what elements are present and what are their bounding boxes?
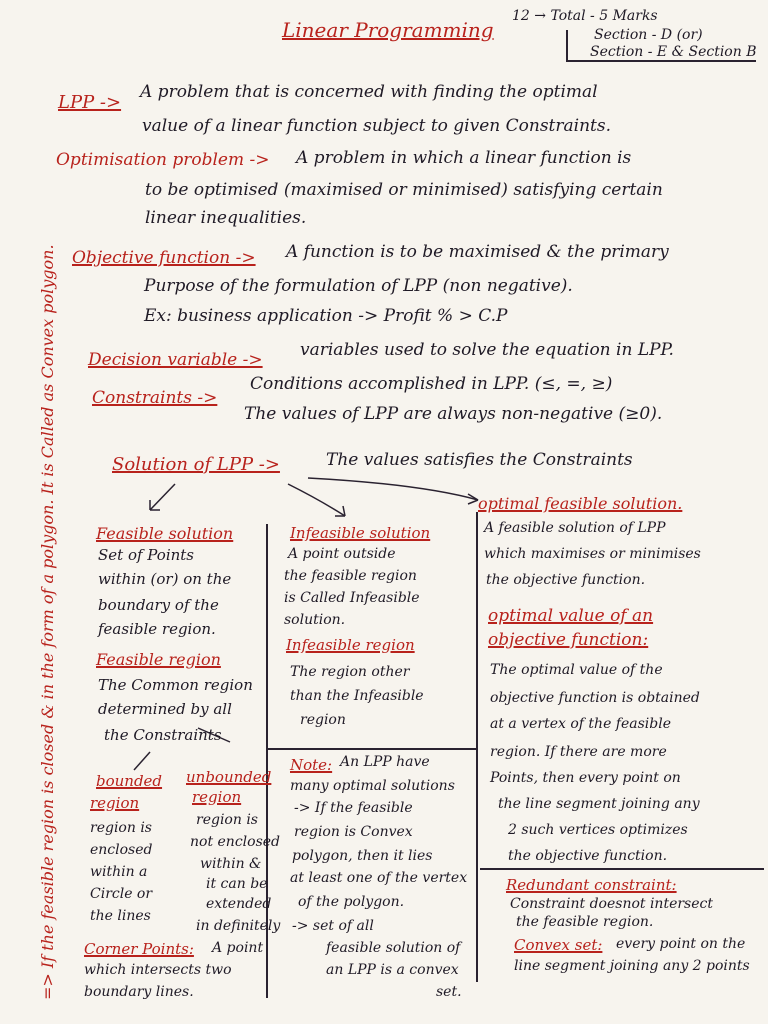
bounded-line-5: the lines (90, 908, 151, 924)
feasible-solution-line-4: feasible region. (98, 620, 216, 638)
convex-set-line-1: every point on the (616, 936, 746, 952)
note-line-9: feasible solution of (326, 940, 461, 956)
unbounded-line-6: in definitely (196, 918, 281, 934)
optimal-value-line-3: at a vertex of the feasible (490, 716, 672, 732)
bounded-heading-2: region (90, 794, 140, 812)
note-heading: Note: (290, 756, 333, 774)
infeasible-region-line-3: region (300, 712, 346, 728)
infeasible-solution-line-1: A point outside (288, 546, 396, 562)
bounded-line-1: region is (90, 820, 152, 836)
corner-points-line-1: A point (212, 940, 264, 956)
optimal-value-line-7: 2 such vertices optimizes (508, 822, 688, 838)
infeasible-solution-line-4: solution. (284, 612, 346, 628)
infeasible-solution-line-3: is Called Infeasible (284, 590, 420, 606)
redundant-constraint-heading: Redundant constraint: (506, 876, 677, 894)
infeasible-region-line-1: The region other (290, 664, 410, 680)
lpp-line-1: A problem that is concerned with finding the optimal (140, 82, 598, 102)
note-line-6: at least one of the vertex (290, 870, 468, 886)
obj-line-2: Purpose of the formulation of LPP (non negative). (144, 276, 573, 296)
marks-line-2: Section - D (or) (594, 27, 703, 43)
feasible-region-heading: Feasible region (96, 650, 221, 669)
opt-term: Optimisation problem -> (56, 150, 270, 170)
note-line-7: of the polygon. (298, 894, 405, 910)
optimal-value-line-6: the line segment joining any (498, 796, 700, 812)
feasible-region-line-1: The Common region (98, 676, 253, 694)
feasible-region-line-3: the Constraints (104, 726, 222, 744)
bounded-line-2: enclosed (90, 842, 153, 858)
marks-line-1: 12 → Total - 5 Marks (512, 8, 658, 24)
feasible-solution-heading: Feasible solution (96, 524, 234, 543)
corner-points-line-2: which intersects two (84, 962, 232, 978)
feasible-solution-line-1: Set of Points (98, 546, 194, 564)
optimal-feasible-solution-line-3: the objective function. (486, 572, 646, 588)
unbounded-line-5: extended (206, 896, 272, 912)
note-line-5: polygon, then it lies (292, 848, 433, 864)
lpp-term: LPP -> (58, 92, 122, 113)
feasible-solution-line-2: within (or) on the (98, 570, 232, 588)
note-line-11: set. (436, 984, 462, 1000)
optimal-feasible-solution-heading: optimal feasible solution. (478, 494, 683, 513)
feasible-solution-line-3: boundary of the (98, 596, 219, 614)
infeasible-region-heading: Infeasible region (286, 636, 415, 654)
unbounded-line-4: it can be (206, 876, 268, 892)
corner-points-heading: Corner Points: (84, 940, 194, 958)
convex-set-line-2: line segment joining any 2 points (514, 958, 750, 974)
lpp-line-2: value of a linear function subject to given Constraints. (142, 116, 611, 136)
optimal-value-line-8: the objective function. (508, 848, 668, 864)
arrow-to-optimal (308, 478, 478, 500)
dv-term: Decision variable -> (88, 350, 263, 370)
note-line-10: an LPP is a convex (326, 962, 459, 978)
corner-points-line-3: boundary lines. (84, 984, 194, 1000)
side-note-vertical: => If the feasible region is closed & in the form of a polygon. It is Called as Convex polygon. (38, 244, 57, 1000)
note-line-8: -> set of all (292, 918, 374, 934)
infeasible-solution-line-2: the feasible region (284, 568, 417, 584)
infeasible-region-line-2: than the Infeasible (290, 688, 424, 704)
unbounded-heading-2: region (192, 788, 242, 806)
opt-line-2: to be optimised (maximised or minimised) satisfying certain (145, 180, 663, 200)
unbounded-heading: unbounded (186, 768, 272, 786)
opt-line-3: linear inequalities. (145, 208, 307, 228)
unbounded-line-1: region is (196, 812, 258, 828)
note-line-2: many optimal solutions (290, 778, 455, 794)
dv-line-1: variables used to solve the equation in LPP. (300, 340, 674, 360)
optimal-feasible-solution-line-1: A feasible solution of LPP (484, 520, 666, 536)
feasible-region-line-2: determined by all (98, 700, 232, 718)
sol-term: Solution of LPP -> (112, 454, 280, 475)
cons-line-1: Conditions accomplished in LPP. (≤, =, ≥) (250, 374, 613, 394)
obj-line-1: A function is to be maximised & the primary (286, 242, 669, 262)
infeasible-solution-heading: Infeasible solution (290, 524, 431, 542)
sol-line-1: The values satisfies the Constraints (326, 450, 633, 470)
convex-set-heading: Convex set: (514, 936, 603, 954)
bounded-line-3: within a (90, 864, 148, 880)
note-line-1: An LPP have (340, 754, 430, 770)
cons-term: Constraints -> (92, 388, 218, 408)
optimal-value-heading: optimal value of an (488, 606, 654, 626)
arrow-to-bounded (134, 752, 150, 770)
opt-line-1: A problem in which a linear function is (296, 148, 632, 168)
col3-separator (480, 868, 764, 870)
obj-line-3: Ex: business application -> Profit % > C.P (144, 306, 508, 326)
column-divider-2 (476, 512, 478, 982)
page-title: Linear Programming (282, 18, 494, 42)
redundant-constraint-line-1: Constraint doesnot intersect (510, 896, 713, 912)
optimal-value-heading-2: objective function: (488, 630, 649, 650)
bounded-line-4: Circle or (90, 886, 153, 902)
note-line-3: -> If the feasible (294, 800, 413, 816)
optimal-value-line-1: The optimal value of the (490, 662, 663, 678)
marks-line-3: Section - E & Section B (590, 44, 757, 60)
note-separator (268, 748, 476, 750)
obj-term: Objective function -> (72, 248, 256, 268)
arrow-to-feasible (150, 484, 175, 510)
note-line-4: region is Convex (294, 824, 413, 840)
optimal-feasible-solution-line-2: which maximises or minimises (484, 546, 701, 562)
optimal-value-line-2: objective function is obtained (490, 690, 700, 706)
cons-line-2: The values of LPP are always non-negative (≥0). (244, 404, 663, 424)
bounded-heading: bounded (96, 772, 163, 790)
redundant-constraint-line-2: the feasible region. (516, 914, 654, 930)
optimal-value-line-4: region. If there are more (490, 744, 667, 760)
optimal-value-line-5: Points, then every point on (490, 770, 681, 786)
unbounded-line-2: not enclosed (190, 834, 281, 850)
arrow-to-infeasible (288, 484, 345, 516)
unbounded-line-3: within & (200, 856, 262, 872)
